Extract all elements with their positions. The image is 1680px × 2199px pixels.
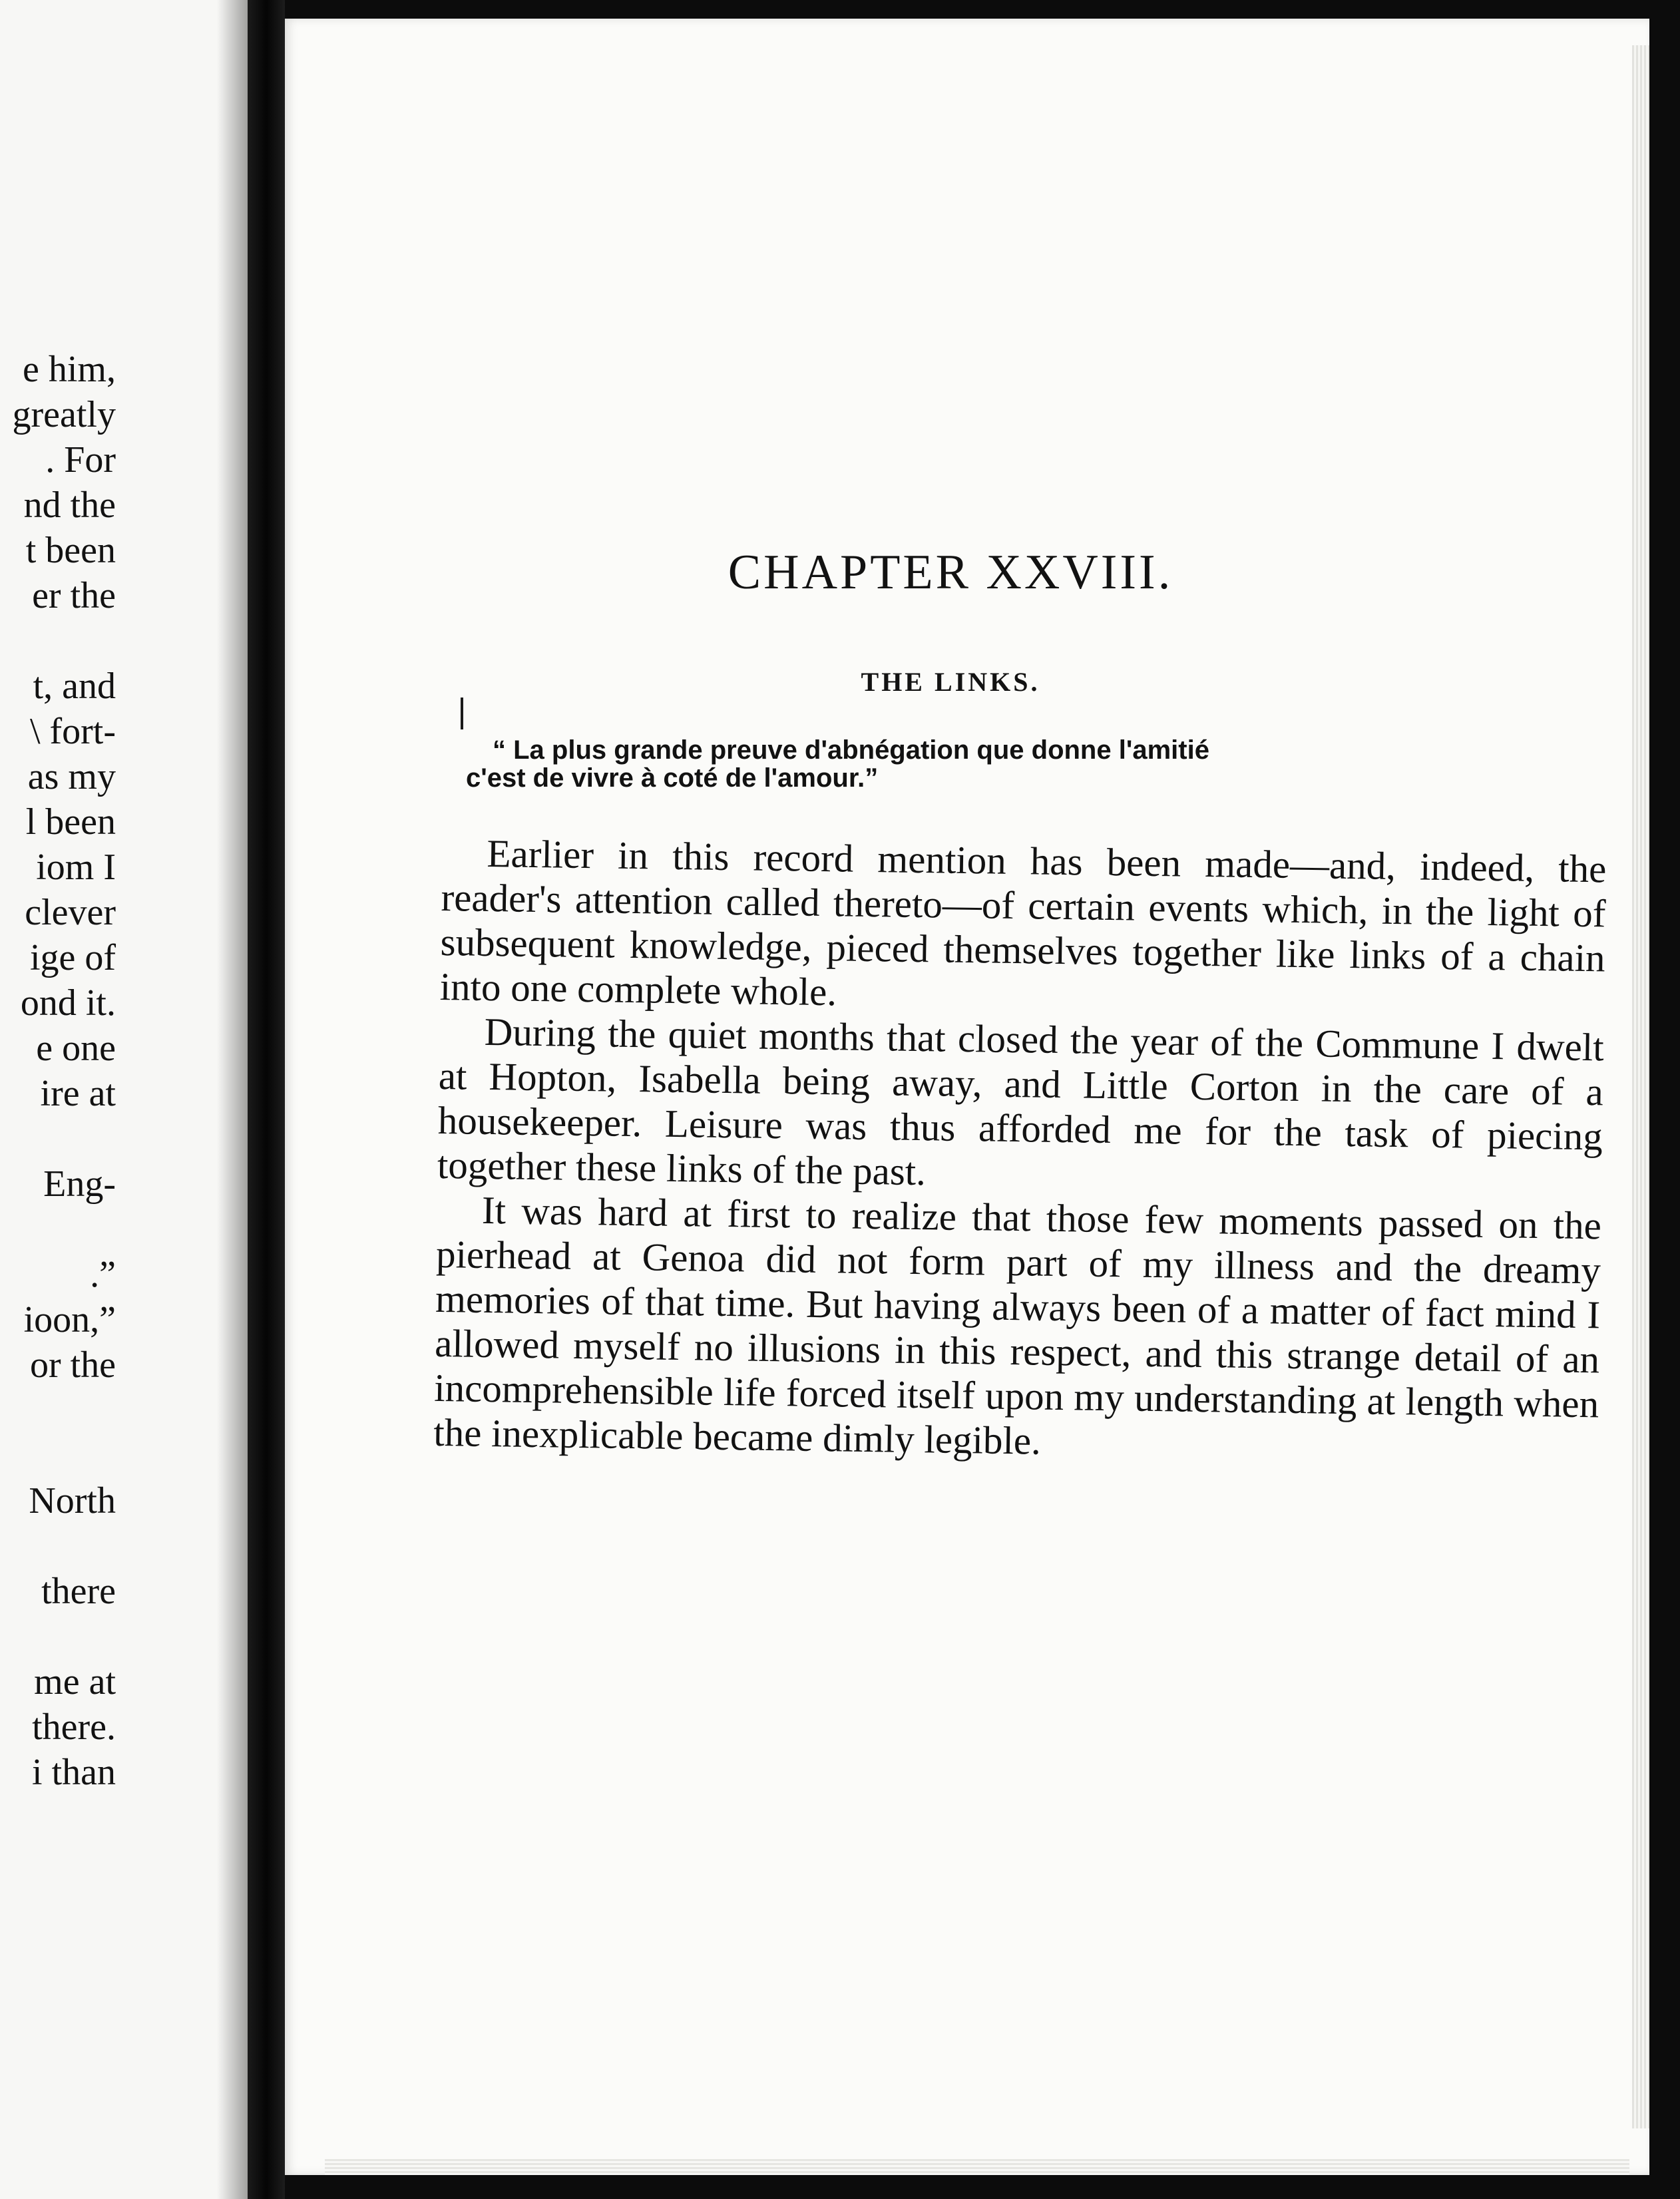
left-line: .” [90, 1254, 116, 1295]
margin-mark [461, 698, 463, 729]
left-line: there [41, 1571, 116, 1612]
left-line: greatly [12, 394, 116, 435]
left-line: there. [32, 1706, 116, 1748]
left-line: as my [27, 756, 116, 797]
page-bottom-edge [325, 2159, 1629, 2175]
left-line: North [29, 1480, 116, 1521]
left-line: i than [32, 1752, 116, 1793]
paragraph: It was hard at first to realize that those few moments passed on the pierhead at Genoa did not form part of my illness and the dreamy memories of that time. But having always been of a matter of fact mind I allowed myself no illusions in this respect, and this strange detail of an incomprehensible life forced itself upon my understanding at length when the inexplicable became dimly legible. [433, 1187, 1602, 1463]
left-line: clever [25, 892, 116, 933]
left-line: \ fort- [29, 711, 116, 752]
left-line: or the [29, 1344, 116, 1386]
left-line: iom I [36, 847, 116, 888]
left-line: me at [34, 1661, 116, 1702]
left-line: t been [25, 530, 116, 571]
left-line: e one [36, 1028, 116, 1069]
left-line: ige of [29, 937, 116, 978]
section-title: THE LINKS. [861, 667, 1040, 697]
left-line: nd the [23, 485, 116, 526]
left-line: er the [32, 575, 116, 616]
right-page [285, 19, 1649, 2175]
spine-shadow [217, 0, 248, 2199]
left-line: Eng- [43, 1163, 116, 1205]
page-edge [1632, 45, 1649, 2128]
chapter-heading: CHAPTER XXVIII. [728, 545, 1173, 600]
epigraph-line: c'est de vivre à coté de l'amour.” [466, 763, 879, 793]
epigraph-line: “ La plus grande preuve d'abnégation que donne l'amitié [493, 735, 1209, 765]
left-line: l been [25, 801, 116, 843]
left-page [0, 0, 248, 2199]
left-line: t, and [33, 666, 116, 707]
left-line: ond it. [20, 982, 116, 1024]
left-line: ioon,” [23, 1299, 116, 1340]
epigraph [466, 736, 1657, 792]
chapter-body [433, 831, 1607, 1471]
book-gutter [248, 0, 285, 2199]
left-line: . For [45, 439, 116, 481]
paragraph: During the quiet months that closed the year of the Commune I dwelt at Hopton, Isabella being away, and Little Corton in the care of a housekeeper. Leisure was thus afforded me for the task of piecing together these links of the past. [437, 1009, 1605, 1194]
left-line: e him, [23, 349, 116, 390]
left-line: ire at [40, 1073, 116, 1114]
paragraph: Earlier in this record mention has been made—and, indeed, the reader's attention called thereto—of certain events which, in the light of subsequent knowledge, pieced themselves together like links of a chain into one complete whole. [439, 831, 1607, 1014]
